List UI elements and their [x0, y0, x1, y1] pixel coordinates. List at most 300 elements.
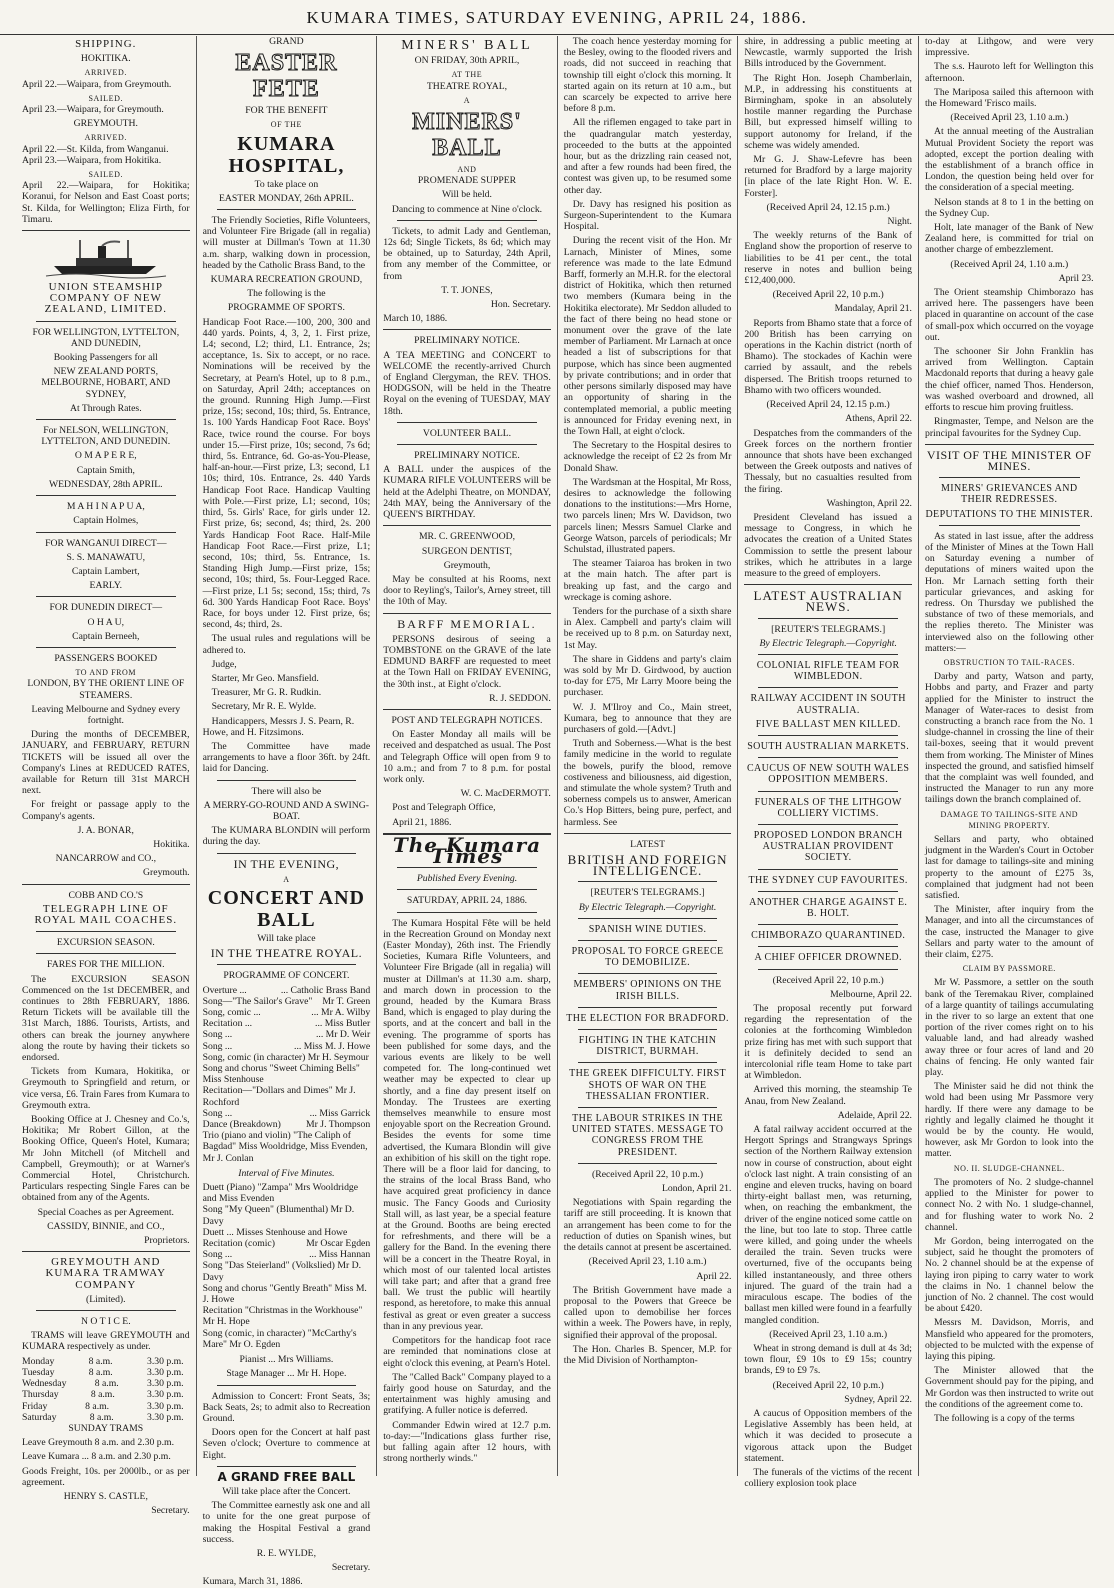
received-time: (Received April 23, 1.10 a.m.)	[588, 1256, 707, 1268]
divider	[578, 1163, 718, 1164]
miners-ball-heading: MINERS' BALL	[401, 38, 533, 53]
admission-text: Admission to Concert: Front Seats, 3s; Back Seats, 2s; to admit also to Recreation Ground.	[202, 1390, 371, 1424]
subheading: NO. II. SLUDGE-CHANNEL.	[953, 1163, 1065, 1173]
received-time: (Received April 22, 10 p.m.)	[772, 974, 884, 986]
doors-text: Doors open for the Concert at half past Seven o'clock; Overture to commence at Eight.	[202, 1427, 371, 1461]
hon-secretary: Hon. Secretary.	[490, 299, 551, 311]
barff-memorial-text: PERSONS desirous of seeing a TOMBSTONE on the GRAVE of the late EDMUND BARFF are requested to meet at the Town Hall on FRIDAY EVENING, the 30th inst., at Eight o'clock.	[383, 633, 551, 690]
divider	[925, 444, 1094, 445]
booking-office-text: Booking Office at J. Chesney and Co.'s, Hokitika; Mr Robert Gillon, at the Booking Office, Queen's Hotel, Kumara; Mr John Mitchell (of Mitchell and Campbell, Greymouth); or at Warner's Commercial Hotel, Christchurch. Particulars respecting Single Fares can be obtained from any of the Agents.	[22, 1114, 190, 1204]
return-tickets-notice: During the months of DECEMBER, JANUARY, and FEBRUARY, RETURN TICKETS will be issued all over the Company's Lines at REDUCED RATES, available for Return till 31st MARCH next.	[22, 729, 190, 797]
headline: FIVE BALLAST MEN KILLED.	[755, 718, 901, 730]
merry-go-round: A MERRY-GO-ROUND AND A SWING-BOAT.	[203, 799, 369, 822]
australian-news-heading: LATEST AUSTRALIAN NEWS.	[753, 588, 903, 615]
post-office-date: April 21, 1886.	[392, 816, 452, 828]
programme-item: Song ... ... Miss Hannan	[202, 1249, 371, 1261]
dateline: Melbourne, April 22.	[830, 988, 912, 1000]
te-anau-note: Arrived this morning, the steamship Te Anau, from New Zealand.	[744, 1084, 912, 1107]
passmore-text: Mr W. Passmore, a settler on the south bank of the Teremakau River, complained of a large quantity of tailings accumulating in the river to so large an extent that one portion of the river comes right on to his valuable land, and had already washed away three or four acres of land and 20 chains of fencing. He only wanted fair play.	[924, 977, 1094, 1079]
mariposa-note: The Mariposa sailed this afternoon with the Homeward 'Frisco mails.	[924, 86, 1094, 110]
divider	[217, 1385, 357, 1386]
ship-mahinapua: M A H I N A P U A,	[66, 501, 145, 513]
hokitika-heading: HOKITIKA.	[80, 53, 131, 65]
divider	[758, 791, 898, 792]
recreation-ground: KUMARA RECREATION GROUND,	[210, 274, 363, 286]
programme-item: Song "Das Steierland" (Volkslied) Mr D. Davy	[202, 1260, 362, 1283]
tea-meeting-text: A TEA MEETING and CONCERT to WELCOME the recently-arrived Church of England Clergyman, the REV. THOS. HODGSON, will be held in the Theatre Royal on the evening of TUESDAY, MAY 18th.	[383, 349, 551, 417]
route-wanganui: FOR WANGANUI DIRECT—	[45, 537, 167, 549]
wardsman-note: The Wardsman at the Hospital, Mr Ross, desires to acknowledge the following donations to the institutions:—Mrs Horne, two parcels linen; Mrs W. Davidson, two parcels linen; Messrs Samuel Clarke and George Watson, parcels of periodicals; Mr Schulstad, illustrated papers.	[563, 476, 732, 555]
divider	[36, 495, 176, 496]
timetable-row: Tuesday 8 a.m. 3.30 p.m.	[22, 1366, 184, 1378]
to-and-from: TO AND FROM	[75, 668, 137, 678]
excursion-text: The EXCURSION SEASON Commenced on the 1st DECEMBER, and continues to 28th FEBRUARY, 1886. Return Tickets will be available till the 31st March, 1886. Tourists, Artists, and others can break the journey anywhere along the route by having their tickets so endorsed.	[22, 973, 190, 1064]
received-time: (Received April 24, 12.15 p.m.)	[766, 399, 890, 411]
divider	[758, 654, 898, 655]
railway-accident-note: A fatal railway accident occurred at the Hergott Springs and Strangways Springs section of the Northern Railway extension now in course of construction, about eight o'clock last night. A train consisting of an engine and eleven trucks, having on board thirty-eight ballast men, was returning, when, on reaching the embankment, the driver of the engine noticed some cattle on the line, but too late to stop. Three cattle were killed, and going under the wheels derailed the train. Seven trucks were overturned, five of the occupants being killed instantaneously, and three others injured. The guard of the train had a miraculous escape. The bodies of the ballast men killed were found in a fearfully mangled condition.	[744, 1124, 912, 1326]
agent-nancarrow: NANCARROW and CO.,	[55, 853, 157, 865]
miners-ball-title: MINERS' BALL	[412, 109, 522, 162]
headline: PROPOSAL TO FORCE GREECE TO DEMOBILIZE.	[571, 946, 724, 969]
usc-booking: Booking Passengers for all	[53, 352, 158, 364]
holt-note: Holt, late manager of the Bank of New Zealand here, is committed for trial on another charge of embezzlement.	[924, 222, 1094, 256]
giddens-note: The share in Giddens and party's claim was sold by Mr D. Girdwood, by auction to-day for £75, Mr Larry Moore being the purchaser.	[563, 653, 732, 699]
agent-nancarrow-place: Greymouth.	[143, 867, 190, 879]
published-every-evening: Published Every Evening.	[416, 873, 518, 885]
caucus-note: A caucus of Opposition members of the Legislative Assembly has been held, at which it was decided to prosecute a vigorous attack upon the Budget statement.	[744, 1407, 912, 1464]
friday-date: ON FRIDAY, 30th APRIL,	[414, 55, 520, 67]
divider	[578, 1029, 718, 1030]
interval: Interval of Five Minutes.	[238, 1167, 335, 1179]
bank-england-note: The weekly returns of the Bank of England show the proportion of reserve to liabilities to be 41 per cent., the total reserve in notes and bullion being £12,400,000.	[744, 230, 912, 287]
headline: FIGHTING IN THE KATCHIN DISTRICT, BURMAH.	[578, 1035, 717, 1058]
dateline: Sydney, April 22.	[844, 1393, 912, 1405]
subheading: CLAIM BY PASSMORE.	[962, 964, 1056, 974]
tenders-note: Tenders for the purchase of a sixth share in Alex. Campbell and party's claim will be received up to 8 p.m. on Saturday next, 1st May.	[563, 605, 732, 651]
chimborazo-note: The Orient steamship Chimborazo has arrived here. The passengers have been placed in quarantine on account of the case of small-pox which occurred on the voyage out.	[924, 287, 1094, 343]
divider	[36, 321, 176, 322]
coach-note: The coach hence yesterday morning for the Besley, owing to the flooded rivers and roads, did not succeed in reaching that township till eight o'clock this morning. It started again on its return at 10 a.m., but can scarcely be expected to arrive here before 8 p.m.	[563, 36, 732, 115]
special-coaches: Special Coaches as per Agreement.	[37, 1206, 174, 1218]
competitors-note: Competitors for the handicap foot race are reminded that nominations close at eight o'clock this evening, at Pearn's Hotel.	[383, 1335, 551, 1369]
headline: SPANISH WINE DUTIES.	[588, 923, 707, 935]
called-back-note: The "Called Back" Company played to a fairly good house on Saturday, and the entertainment was highly amusing and gratifying. A fuller notice is deferred.	[383, 1371, 551, 1417]
timetable-row: Wednesday 8 a.m. 3.30 p.m.	[22, 1378, 184, 1390]
agent-bonar-place: Hokitika.	[153, 838, 190, 850]
programme-item: Song ... ... Mr D. Weir	[202, 1029, 371, 1041]
lithgow-continued: to-day at Lithgow, and were very impressive.	[924, 36, 1094, 59]
barff-note: During the recent visit of the Hon. Mr Larnach, Minister of Mines, some reference was made to the late Edmund Barff, formerly an M.H.R. for the electoral district of Hokitika, which then returned two members (Kumara being in the Hokitika electorate). Mr Seddon alluded to the fact of there being no head stone or monument over the grave of the late member of Parliament. Mr Larnach at once headed a list of subscriptions for that purpose, which has since been augmented by private contributions; and in order that other persons similarly disposed may have an opportunity of sharing in the contemplated memorial, a public meeting is announced for Friday evening next, in the Town Hall, at eight o'clock.	[563, 235, 732, 437]
subheading: DAMAGE TO TAILINGS-SITE AND MINING PROPERTY.	[940, 809, 1079, 830]
headline: COLONIAL RIFLE TEAM FOR WIMBLEDON.	[756, 659, 900, 683]
handicappers-label: Handicappers, Messrs J. S. Pearn, R. Howe, and H. Fitzsimons.	[202, 715, 355, 738]
following-label: The following is the	[247, 288, 326, 300]
dateline: Adelaide, April 22.	[837, 1109, 912, 1121]
column-4	[558, 36, 739, 1476]
judge-label: Judge,	[211, 658, 237, 670]
programme-item: Song ... ... Miss Garrick	[202, 1107, 371, 1119]
programme-concert: PROGRAMME OF CONCERT.	[223, 970, 350, 982]
spencer-note: The Hon. Charles B. Spencer, M.P. for the Mid Division of Northampton-	[563, 1343, 732, 1366]
newspaper-title: The Kumara Times	[392, 832, 542, 868]
divider	[397, 220, 537, 221]
divider	[397, 912, 537, 913]
shipping-heading: SHIPPING.	[75, 38, 137, 50]
divider	[939, 525, 1080, 526]
headline: A CHIEF OFFICER DROWNED.	[754, 952, 902, 964]
friendly-societies-text: The Friendly Societies, Rifle Volunteers, and Volunteer Fire Brigade (all in regalia) will muster at Dillman's Town at 11.30 a.m. sharp, walking down in procession, headed by the Catholic Brass Band, to the	[202, 215, 371, 271]
march-date: March 10, 1886.	[383, 313, 448, 325]
freight-notice: For freight or passage apply to the Company's agents.	[22, 799, 190, 822]
tramway-heading: GREYMOUTH AND KUMARA TRAMWAY COMPANY	[45, 1256, 167, 1291]
after-concert: Will take place after the Concert.	[222, 1485, 351, 1497]
weather-note: Commander Edwin wired at 12.7 p.m. to-day:—"Indications glass further rise, but falling again after 12 hours, with strong northerly winds."	[383, 1419, 551, 1465]
sellars-text: Sellars and party, who obtained judgment in the Warden's Court in October last for damage to tailings-site and mining property to the amount of £275 3s, complained that judgment had not been satisfied.	[924, 834, 1094, 902]
sailed-label: SAILED.	[88, 93, 124, 103]
mcilroy-advert: W. J. M'Ilroy and Co., Main street, Kumara, beg to announce that they are purchasers of gold.—[Advt.]	[563, 701, 732, 735]
dancing-time: Dancing to commence at Nine o'clock.	[391, 203, 543, 215]
divider	[397, 444, 537, 445]
easter-monday: EASTER MONDAY, 26th APRIL.	[218, 192, 354, 204]
headline: THE SYDNEY CUP FAVOURITES.	[748, 874, 908, 886]
concert-programme	[203, 985, 371, 1164]
programme-item: Song, comic ... ... Mr A. Wilby	[202, 1007, 371, 1018]
there-also: There will also be	[251, 785, 322, 797]
minister-allowed-text: The Minister allowed that the Government should pay for the piping, and Mr Gordon was then instructed to write out the conditions of the agreement come to.	[924, 1365, 1094, 1410]
masthead: KUMARA TIMES, SATURDAY EVENING, APRIL 24, 1886.	[0, 4, 1114, 35]
post-telegraph-text: On Easter Monday all mails will be received and despatched as usual. The Post and Telegraph Office will open from 9 to 10 a.m.; and from 7 to 8 p.m. for postal work only.	[383, 729, 551, 785]
chamberlain-note: The Right Hon. Joseph Chamberlain, M.P., in addressing his constituents at Birmingham, spoke in an absolutely hostile manner regarding the Purchase Bill, but expressed himself willing to support autonomy for Ireland, if the scheme was widely amended.	[744, 72, 912, 151]
headline: CHIMBORAZO QUARANTINED.	[751, 930, 906, 942]
theatre-royal: THEATRE ROYAL,	[426, 80, 508, 92]
greymouth-arrivals: April 22.—St. Kilda, from Wanganui. April 23.—Waipara, from Hokitika.	[22, 143, 169, 166]
greece-proposal: The British Government have made a proposal to the Powers that Greece be called upon to demobilise her forces within a week. The Powers have, in reply, signified their approval of the proposal.	[563, 1284, 732, 1341]
theatre-royal: IN THE THEATRE ROYAL.	[210, 946, 363, 961]
deputations-intro: As stated in last issue, after the address of the Minister of Mines at the Town Hall on Saturday evening a number of deputations of miners waited upon the Hon. Mr Larnach setting forth their particular grievances, and asking for redress. On Thursday we published the substance of two of these memorials, and the replies thereto. The Minister was interviewed also on the following other matters:—	[924, 530, 1094, 654]
dateline: Athens, April 22.	[845, 413, 912, 425]
hospital-receipt-note: The Secretary to the Hospital desires to acknowledge the receipt of £2 2s from Mr Donald Shaw.	[563, 440, 732, 474]
ship-omapere: O M A P E R E,	[74, 450, 137, 462]
post-telegraph-heading: POST AND TELEGRAPH NOTICES.	[391, 714, 543, 726]
received-time: (Received April 24, 12.15 p.m.)	[766, 201, 890, 213]
divider	[758, 924, 898, 925]
easter-fete-title: EASTER FETE	[235, 50, 338, 103]
divider	[578, 940, 718, 941]
hospital-fete-article: The Kumara Hospital Fête will be held in the Recreation Ground on Monday next (Easter Monday), 26th inst. The Friendly Societies, Kumara Rifle Volunteers, and Volunteer Fire Brigade (all in regalia) will muster at Dillman's at 11.30 a.m. sharp, and march down in procession to the ground, headed by the Kumara Brass Band, which is engaged to play during the sports, and at the concert and ball in the evening. The programme of sports has been published for some days, and the various events are likely to be well competed for. The long-continued wet weather may be expected to clear up shortly, and a fine day present itself on Monday. The Trustees are exerting themselves meanwhile to ensure most enjoyable sport on the Recreation Ground. Besides the events for some time advertised, the Kumara Blondin will give an exhibition of his skill on the tight rope. There will be a floor laid for dancing, to the strains of the local Brass Band, who have acquired great proficiency in dance music. The Fancy Goods and Curiosity Stall will, as last year, be a special feature at the Ground. Booths are being erected for refreshments, and there will be a gallery for the Band. In the evening there will be a concert in the Theatre Royal, in which most of our talented local artistes will take part; and after that a grand free ball. We trust the public will heartily respond, as heretofore, to make this annual festival as great or even greater a success than in any previous year.	[383, 917, 551, 1332]
greenwood-text: May be consulted at his Rooms, next door to Reyling's, Tailor's, Arney street, till the 10th of May.	[383, 573, 551, 608]
wylde-secretary: Secretary.	[331, 1562, 371, 1574]
sunday-greymouth: Leave Greymouth 8 a.m. and 2.30 p.m.	[22, 1437, 175, 1449]
divider	[578, 1062, 718, 1063]
for-benefit: FOR THE BENEFIT	[245, 105, 328, 117]
volunteer-ball-heading: VOLUNTEER BALL.	[422, 427, 512, 439]
hokitika-sailings: April 23.—Waipara, for Greymouth.	[22, 104, 164, 116]
greek-frontier-note: Despatches from the commanders of the Greek forces on the northern frontier announce that shots have been exchanged between the Greek outposts and natives of Thessaly, but no casualties resulted from the firing.	[744, 427, 912, 495]
taiaroa-note: The steamer Taiaroa has broken in two at the main hatch. The after part is breaking up fast, and the cargo and wreckage is coming ashore.	[563, 558, 732, 603]
usc-route-1: FOR WELLINGTON, LYTTELTON, AND DUNEDIN,	[32, 326, 180, 349]
notice-heading: N O T I C E.	[80, 1316, 131, 1328]
headline: THE GREEK DIFFICULTY. FIRST SHOTS OF WAR ON THE THESSALIAN FRONTIER.	[569, 1068, 727, 1102]
divider	[578, 918, 718, 919]
bradford-note: Mr G. J. Shaw-Lefevre has been returned for Bradford by a large majority [in place of the late Right Hon. W. E. Forster].	[744, 154, 912, 199]
macdermott-signature: W. C. MacDERMOTT.	[460, 788, 551, 800]
electric-telegraph-label: By Electric Telegraph.—Copyright.	[759, 637, 897, 649]
programme-item: Recitation (comic) Mr Oscar Egden	[202, 1238, 371, 1250]
programme-item: Song and chorus "Gently Breath" Miss M. J. Howe	[202, 1282, 367, 1306]
free-ball-title: A GRAND FREE BALL	[217, 1469, 356, 1484]
headline: THE ELECTION FOR BRADFORD.	[566, 1012, 729, 1024]
seddon-signature: R. J. SEDDON.	[489, 692, 551, 704]
programme-item: Trio (piano and violin) "The Caliph of Bagdad" Miss Wooldridge, Miss Evenden, Mr J. Conlan	[202, 1130, 368, 1164]
wheat-markets-note: Wheat in strong demand is dull at 4s 3d; town flour, £9 10s to £9 15s; country brands, £9 to £9 7s.	[744, 1342, 912, 1377]
usc-route-2: For NELSON, WELLINGTON, LYTTELTON, AND DUNEDIN.	[41, 425, 171, 448]
agent-bonar: J. A. BONAR,	[77, 824, 134, 836]
goods-freight: Goods Freight, 10s. per 2000lb., or as per agreement.	[22, 1465, 190, 1488]
amp-society-note: At the annual meeting of the Australian Mutual Provident Society the report was adopted, except the portion dealing with the establishment of a branch office in London, the question being held over for the consideration of a special meeting.	[924, 126, 1094, 194]
rules-text: The usual rules and regulations will be adhered to.	[202, 633, 371, 656]
received-time: (Received April 22, 10 p.m.)	[772, 289, 884, 301]
divider	[578, 1007, 718, 1008]
divider	[758, 735, 898, 736]
surgeon-dentist: SURGEON DENTIST,	[421, 545, 513, 557]
divider	[758, 946, 898, 947]
british-foreign-heading: BRITISH AND FOREIGN INTELLIGENCE.	[567, 852, 728, 879]
received-time: (Received April 23, 1.10 a.m.)	[950, 112, 1069, 124]
committee-text: The Committee have made arrangements to have a floor 36ft. by 24ft. laid for Dancing.	[202, 740, 371, 775]
ship-manawatu-date: EARLY.	[89, 580, 123, 592]
divider	[217, 780, 357, 781]
divider	[397, 889, 537, 890]
programme-item: Song—"The Sailor's Grave" Mr T. Green	[202, 995, 371, 1007]
timetable-row: Monday 8 a.m. 3.30 p.m.	[22, 1355, 184, 1367]
divider	[397, 422, 537, 423]
usc-ports: NEW ZEALAND PORTS, MELBOURNE, HOBART, AND SYDNEY,	[41, 366, 171, 400]
starter-label: Starter, Mr Geo. Mansfield.	[211, 672, 319, 684]
programme-item: Song, comic (in character) Mr H. Seymour	[202, 1051, 369, 1063]
programme-sports: PROGRAMME OF SPORTS.	[227, 302, 345, 314]
bhamo-note: Reports from Bhamo state that a force of 200 British has been carrying on operations in the Kachin district (north of Bhamo). The stockades of Kachin were carried by assault, and the rebels dispersed. The British troops returned to Bhamo with two officers wounded.	[744, 317, 912, 396]
usc-rates: At Through Rates.	[69, 402, 142, 414]
programme-item: Song (comic, in character) "McCarthy's Mare" Mr O. Egden	[202, 1327, 357, 1350]
fares-heading: FARES FOR THE MILLION.	[47, 959, 165, 971]
arrived-label: ARRIVED.	[84, 133, 127, 143]
programme-item: Song "My Queen" (Blumenthal) Mr D. Davy	[202, 1204, 355, 1227]
programme-item: Song ... ... Miss M. J. Howe	[202, 1040, 371, 1052]
greymouth-sailings: April 22.—Waipara, for Hokitika; Koranui, for Nelson and East Coast ports; St. Kilda, for Wellington; Eliza Firth, for Timaru.	[22, 180, 190, 225]
headline: FUNERALS OF THE LITHGOW COLLIERY VICTIMS.	[754, 796, 902, 819]
tram-timetable	[22, 1356, 190, 1423]
hokitika-arrivals: April 22.—Waipara, from Greymouth.	[22, 78, 172, 90]
programme-item: Duett (Piano) "Zampa" Mrs Wooldridge and Miss Evenden	[202, 1182, 359, 1205]
pianist: Pianist ... Mrs Williams.	[239, 1354, 334, 1366]
column-6	[919, 36, 1100, 1476]
divider	[36, 532, 176, 533]
timetable-row: Thursday 8 a.m. 3.30 p.m.	[22, 1389, 184, 1401]
spain-negotiations: Negotiations with Spain regarding the tariff are still proceeding. It is known that an arrangement has been come to for the reduction of duties on Spanish wines, but the details cannot at present be ascertained.	[563, 1197, 732, 1254]
blondin-text: The KUMARA BLONDIN will perform during the day.	[202, 825, 371, 848]
divider	[383, 525, 551, 526]
telegraph-line-heading: TELEGRAPH LINE OF ROYAL MAIL COACHES.	[34, 902, 178, 926]
preliminary-notice-2: PRELIMINARY NOTICE.	[414, 450, 520, 462]
divider	[758, 757, 898, 758]
stage-manager: Stage Manager ... Mr H. Hope.	[226, 1368, 347, 1380]
treasurer-label: Treasurer, Mr G. R. Rudkin.	[211, 687, 322, 699]
divider	[217, 1466, 357, 1467]
ship-ohau-captain: Captain Berneeh,	[72, 630, 140, 642]
dateline: April 22.	[696, 1270, 732, 1282]
dateline: Mandalay, April 21.	[834, 303, 912, 315]
ship-mahinapua-captain: Captain Holmes,	[73, 515, 139, 527]
electric-telegraph-label: By Electric Telegraph.—Copyright.	[578, 901, 717, 913]
advert-date: Kumara, March 31, 1886.	[202, 1576, 303, 1588]
of-the: OF THE	[270, 120, 302, 130]
newspaper-page	[16, 36, 1100, 1588]
divider	[578, 973, 718, 974]
grand-label: GRAND	[269, 36, 304, 47]
barff-memorial-heading: BARFF MEMORIAL.	[397, 616, 537, 631]
union-steamship-heading: UNION STEAMSHIP COMPANY OF NEW ZEALAND, LIMITED.	[44, 281, 167, 316]
received-time: (Received April 23, 1.10 a.m.)	[769, 1328, 888, 1340]
divider	[217, 853, 357, 854]
concert-ball-title: CONCERT AND BALL	[207, 886, 365, 931]
sunday-kumara: Leave Kumara ... 8 a.m. and 2.30 p.m.	[22, 1451, 171, 1463]
sailed-label: SAILED.	[88, 170, 124, 180]
sports-events: Handicap Foot Race.—100, 200, 300 and 440 yards. Points, 4, 3, 2, 1. First prize, L4; second, L2; third, L1. Entrance, 2s; acceptance, 1s. Six to accept, or no race. Nominations will be received by the Secretary, at Pearn's Hotel, up to 8 p.m., on Saturday, April 24th; acceptances on the ground. Running High Jump.—First prize, 15s; second, 10s; third, 5s. Entrance, 1s. 100 Yards Handicap Foot Race. Boys' Race, twice round the course. For boys under 15.—First prize, 10s; second, 7s 6d; third, 5s. Entrance, 6d. Go-as-You-Please, half-an-hour.—First prize, L3; second, L1 10s; third, 10s. Entrance, 2s. 440 Yards Handicap Foot Race. Handicap Vaulting with Pole.—First prize, L1; second, 10s; third, 5s. Girls' Race, for girls under 12. First prize, 6s; second, 4s; third, 2s. 200 Yards Handicap Foot Race. Half-Mile Handicap Foot Race.—First prize, L1; second, 10s; third, 5s. Entrance, 1s. Standing High Jump.—First prize, 15s; second, 10s; third, 5s. Four-Legged Race.—First prize, L1 5s; second, 15s; third, 7s 6d. 300 Yards Handicap Foot Race. Boys' Race, for boys under 12. First prize, 6s; second, 4s; third, 2s.	[202, 316, 371, 631]
sunday-trams-heading: SUNDAY TRAMS	[68, 1422, 144, 1434]
funerals-note: The funerals of the victims of the recent colliery explosion took place	[744, 1466, 912, 1490]
trams-text: TRAMS will leave GREYMOUTH and KUMARA respectively as under.	[22, 1330, 190, 1353]
dateline: London, April 21.	[661, 1183, 732, 1195]
headline: MEMBERS' OPINIONS ON THE IRISH BILLS.	[573, 979, 722, 1002]
spencer-continued: shire, in addressing a public meeting at Newcastle, warmly supported the Irish Bills introduced by the Government.	[744, 36, 912, 70]
jones-signature: T. T. JONES,	[441, 284, 493, 296]
divider	[383, 613, 551, 614]
headline: RAILWAY ACCIDENT IN SOUTH AUSTRALIA.	[750, 693, 906, 716]
sludge-channel-text: The promoters of No. 2 sludge-channel applied to the Minister for power to connect No. 2 with No. 1 sludge-channel, and for flushing water to work No. 2 channel.	[924, 1176, 1094, 1233]
programme-item: Dance (Breakdown) Mr J. Thompson	[202, 1119, 371, 1131]
received-time: (Received April 24, 1.10 a.m.)	[950, 258, 1069, 270]
divider	[758, 869, 898, 870]
column-5	[738, 36, 919, 1490]
subheading: OBSTRUCTION TO TAIL-RACES.	[943, 657, 1075, 667]
divider	[564, 833, 732, 834]
greenwood-heading: MR. C. GREENWOOD,	[418, 531, 516, 543]
and-label: AND	[457, 165, 477, 175]
steamship-icon	[46, 236, 166, 278]
ship-ohau: O H A U,	[87, 616, 125, 628]
divider	[36, 647, 176, 648]
post-office: Post and Telegraph Office,	[392, 802, 496, 814]
greenwood-place: Greymouth,	[443, 559, 491, 571]
reuters-label: [REUTER'S TELEGRAMS.]	[771, 623, 886, 635]
castle-signature: HENRY S. CASTLE,	[63, 1490, 148, 1502]
divider	[744, 584, 912, 585]
deputations-heading: DEPUTATIONS TO THE MINISTER.	[925, 508, 1094, 520]
tramway-limited: (Limited).	[86, 1293, 126, 1305]
passmore-reply: The Minister said he did not think the wold had been using Mr Passmore very hardly. If there were any damage to be rightly and legally claimed he thought it would be by the county. He would, however, ask Mr Gordon to look into the matter.	[924, 1081, 1094, 1160]
evening-heading: IN THE EVENING,	[233, 856, 340, 871]
hop-bitters-advert: Truth and Soberness.—What is the best family medicine in the world to regulate the bowels, purify the blood, remove costiveness and biliousness, aid digestion, and stimulate the whole system? Truth and soberness compels us to answer, American Co.'s Hop Bitters, being pure, perfect, and harmless. See	[563, 738, 732, 828]
programme-item: Song and chorus "Sweet Chiming Bells" Miss Stenhouse	[202, 1063, 360, 1086]
ship-manawatu-captain: Captain Lambert,	[71, 565, 140, 577]
divider	[217, 964, 357, 965]
tickets-text: Tickets from Kumara, Hokitika, or Greymouth to Springfield and return, or vice versa, £6. Train Fares from Kumara to Greymouth extra.	[22, 1066, 190, 1111]
secretary-label: Secretary.	[151, 1505, 190, 1517]
tail-races-text: Darby and party, Watson and party, Hobbs and party, and Frazer and party applied for the Minister to instruct the Manager of Water-races to desist from constructing a branch race from the No. 1 sludge-channel in crossing the line of their tail-boxes, seeing that it would prevent them from working. The Minister of Mines inspected the ground, and satisfied himself that the complaint was well founded, and instructed the Manager to run any more tailings down the branch complained of.	[924, 671, 1094, 806]
cassidy-signature: CASSIDY, BINNIE, and CO.,	[47, 1220, 165, 1232]
divider	[36, 419, 176, 420]
timetable-row: Friday 8 a.m. 3.30 p.m.	[22, 1400, 184, 1412]
take-place: To take place on	[254, 178, 319, 190]
timetable-row: Saturday 8 a.m. 3.30 p.m.	[22, 1411, 184, 1423]
hauroto-note: The s.s. Hauroto left for Wellington this afternoon.	[924, 61, 1094, 84]
secretary-label: Secretary, Mr R. E. Wylde.	[211, 701, 317, 713]
divider	[578, 881, 718, 882]
will-be-held: Will be held.	[442, 189, 492, 201]
divider	[939, 477, 1080, 478]
arrived-label: ARRIVED.	[84, 68, 127, 78]
wimbledon-note: The proposal recently put forward regarding the representation of the colonies at the forthcoming Wimbledon prize firing has met with such support that it is definitely decided to send an intercolonial rifle team Home to take part at Wimbledon.	[744, 1003, 912, 1082]
passengers-booked: PASSENGERS BOOKED	[54, 652, 158, 664]
latest-label: LATEST	[630, 838, 666, 850]
excursion-heading: EXCURSION SEASON.	[56, 937, 155, 949]
proprietors-label: Proprietors.	[144, 1235, 190, 1247]
dateline: April 23.	[1058, 272, 1094, 284]
nelson-betting-note: Nelson stands at 8 to 1 in the betting on the Sydney Cup.	[924, 196, 1094, 219]
a-label: A	[283, 874, 290, 884]
franklin-note: The schooner Sir John Franklin has arrived from Wellington. Captain Macdonald reports that during a heavy gale the chief officer, named Thos. Henderson, was washed overboard and drowned, all efforts to rescue him proving fruitless.	[924, 346, 1094, 414]
davidson-text: Messrs M. Davidson, Morris, and Mansfield who appeared for the promoters, objected to be mulcted with the expense of laying this piping.	[924, 1317, 1094, 1362]
ship-manawatu: S. S. MANAWATU,	[66, 551, 146, 563]
divider	[578, 1107, 718, 1108]
divider	[758, 618, 898, 619]
ship-omapere-date: WEDNESDAY, 28th APRIL.	[49, 478, 163, 490]
divider	[217, 209, 357, 210]
divider	[36, 953, 176, 954]
headline: SOUTH AUSTRALIAN MARKETS.	[747, 740, 910, 752]
terms-text: The following is a copy of the terms	[933, 1412, 1075, 1424]
at-the: AT THE	[451, 70, 483, 80]
received-time: (Received April 22, 10 p.m.)	[592, 1168, 704, 1180]
received-time: (Received April 22, 10 p.m.)	[772, 1379, 884, 1391]
will-take-place: Will take place	[257, 932, 316, 944]
divider	[758, 687, 898, 688]
hospital-title: KUMARA HOSPITAL,	[228, 132, 345, 177]
column-1	[16, 36, 197, 1517]
issue-date: SATURDAY, APRIL 24, 1886.	[406, 895, 528, 907]
divider	[758, 891, 898, 892]
reuters-label: [REUTER'S TELEGRAMS.]	[590, 887, 705, 899]
orient-line: LONDON, BY THE ORIENT LINE OF STEAMERS.	[27, 678, 185, 701]
divider	[758, 969, 898, 970]
volunteer-ball-text: A BALL under the auspices of the KUMARA RIFLE VOLUNTEERS will be held at the Adelphi Theatre, on MONDAY, 24th MAY, being the Anniversary of the QUEEN'S BIRTHDAY.	[383, 464, 551, 521]
ball-tickets: Tickets, to admit Lady and Gentleman, 12s 6d; Single Tickets, 8s 6d; which may be obtained, up to Saturday, 24th April, from any member of the Committee, or from	[383, 225, 551, 282]
route-dunedin: FOR DUNEDIN DIRECT—	[49, 602, 163, 614]
column-2	[197, 36, 378, 1588]
cobb-heading: COBB AND CO.'S	[68, 889, 144, 901]
dateline: Night.	[887, 216, 912, 228]
headline: ANOTHER CHARGE AGAINST E. B. HOLT.	[749, 896, 908, 919]
greymouth-heading: GREYMOUTH.	[73, 118, 138, 130]
programme-item: Recitation—"Dollars and Dimes" Mr J. Rochford	[202, 1085, 356, 1108]
programme-item: Recitation "Christmas in the Workhouse" Mr H. Hope	[202, 1305, 363, 1328]
column-3	[377, 36, 558, 1476]
divider	[758, 824, 898, 825]
riflemen-note: All the riflemen engaged to take part in the quadrangular match yesterday, proceeded to the butts at the appointed hour, but as the drizzling rain ceased not, and after a few rounds had been fired, the contest was given up, to be resumed some other day.	[563, 117, 732, 196]
dateline: Washington, April 22.	[826, 497, 912, 509]
minister-visit-heading: VISIT OF THE MINISTER OF MINES.	[926, 447, 1092, 473]
dr-davy-note: Dr. Davy has resigned his position as Surgeon-Superintendent to the Kumara Hospital.	[563, 198, 732, 233]
